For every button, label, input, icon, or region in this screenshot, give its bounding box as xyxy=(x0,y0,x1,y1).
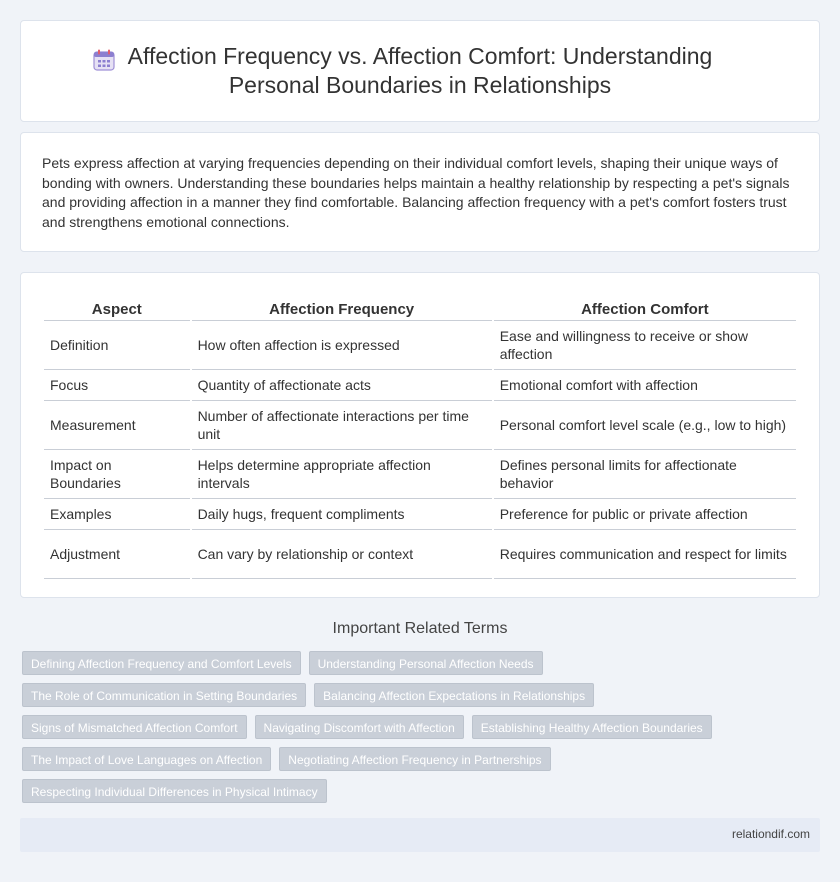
related-tag[interactable]: Signs of Mismatched Affection Comfort xyxy=(22,715,247,739)
table-row xyxy=(44,370,796,401)
intro-card xyxy=(20,132,820,252)
table-cell: Ease and willingness to receive or show affection xyxy=(494,321,796,370)
table-cell: How often affection is expressed xyxy=(192,321,492,370)
table-cell: Preference for public or private affection xyxy=(494,499,796,530)
intro-paragraph: Pets express affection at varying frequencies depending on their individual comfort levels, shaping their unique ways of bonding with owners. Understanding these boundaries helps maintain a healthy relationship by respecting a pet's signals and providing affection in a manner they find comfortable. Balancing affection frequency with a pet's comfort fosters trust and strengthens emotional connections. xyxy=(42,155,790,230)
footer-site-link[interactable]: relationdif.com xyxy=(731,827,810,841)
table-cell: Helps determine appropriate affection intervals xyxy=(192,450,492,499)
related-tag[interactable]: Understanding Personal Affection Needs xyxy=(309,651,543,675)
header-affection-frequency: Affection Frequency xyxy=(192,293,492,321)
related-tag[interactable]: Navigating Discomfort with Affection xyxy=(255,715,464,739)
header-aspect: Aspect xyxy=(44,293,190,321)
footer xyxy=(20,818,820,852)
table-cell: Definition xyxy=(44,321,190,370)
related-tag[interactable]: Establishing Healthy Affection Boundaries xyxy=(472,715,712,739)
table-cell: Measurement xyxy=(44,401,190,450)
table-cell: Number of affectionate interactions per time unit xyxy=(192,401,492,450)
related-tag[interactable]: The Impact of Love Languages on Affection xyxy=(22,747,271,771)
table-cell: Adjustment xyxy=(44,530,190,579)
table-row xyxy=(44,401,796,450)
table-cell: Quantity of affectionate acts xyxy=(192,370,492,401)
table-cell: Can vary by relationship or context xyxy=(192,530,492,579)
table-cell: Requires communication and respect for limits xyxy=(494,530,796,579)
table-row xyxy=(44,450,796,499)
header-card xyxy=(20,20,820,122)
header-affection-comfort: Affection Comfort xyxy=(494,293,796,321)
related-tag[interactable]: Negotiating Affection Frequency in Partnerships xyxy=(279,747,550,771)
comparison-table xyxy=(42,293,798,579)
table-cell: Impact on Boundaries xyxy=(44,450,190,499)
table-cell: Defines personal limits for affectionate behavior xyxy=(494,450,796,499)
table-row xyxy=(44,499,796,530)
related-terms-list xyxy=(22,651,822,811)
comparison-table-card xyxy=(20,272,820,598)
table-cell: Focus xyxy=(44,370,190,401)
related-terms-title: Important Related Terms xyxy=(332,620,508,637)
table-cell: Personal comfort level scale (e.g., low to high) xyxy=(494,401,796,450)
table-row xyxy=(44,530,796,579)
table-cell: Examples xyxy=(44,499,190,530)
related-tag[interactable]: The Role of Communication in Setting Boundaries xyxy=(22,683,306,707)
related-tag[interactable]: Respecting Individual Differences in Physical Intimacy xyxy=(22,779,327,803)
table-cell: Daily hugs, frequent compliments xyxy=(192,499,492,530)
related-tag[interactable]: Defining Affection Frequency and Comfort Levels xyxy=(22,651,301,675)
table-row xyxy=(44,321,796,370)
table-cell: Emotional comfort with affection xyxy=(494,370,796,401)
page-title: Affection Frequency vs. Affection Comfort: Understanding Personal Boundaries in Relationships xyxy=(127,43,713,98)
related-tag[interactable]: Balancing Affection Expectations in Relationships xyxy=(314,683,594,707)
